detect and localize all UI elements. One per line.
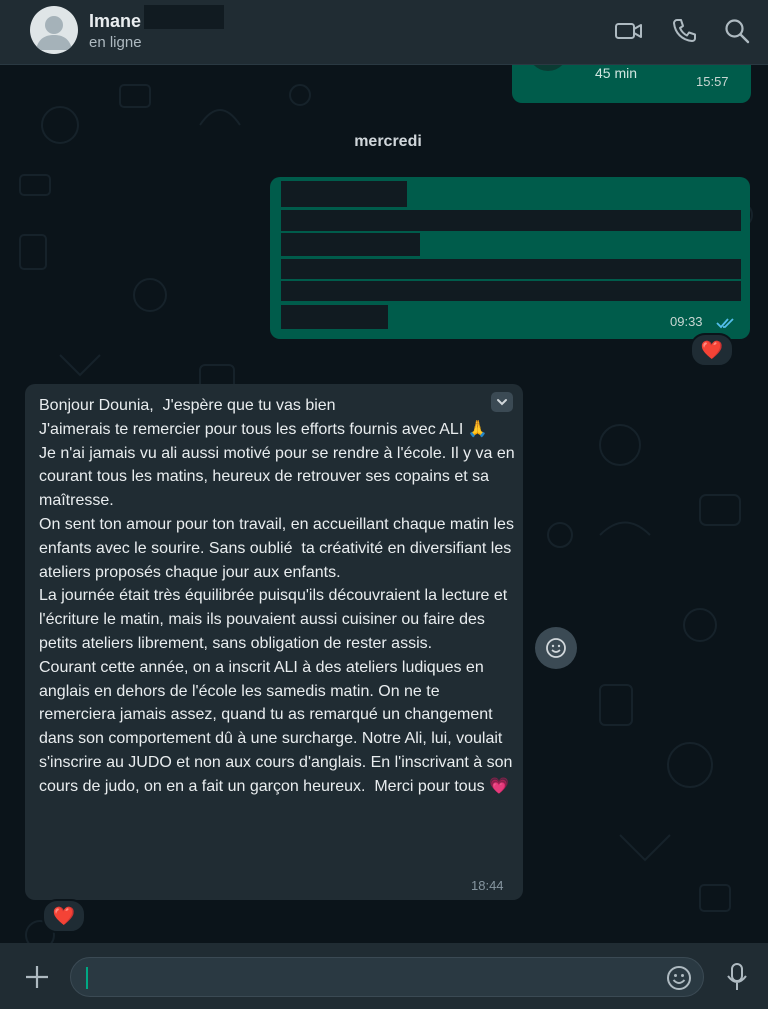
message-input-box[interactable] bbox=[70, 957, 704, 997]
add-reaction-button[interactable] bbox=[535, 627, 577, 669]
double-check-icon bbox=[716, 316, 736, 330]
default-avatar-icon bbox=[30, 6, 78, 54]
video-call-icon[interactable] bbox=[614, 16, 644, 46]
redacted-surname bbox=[144, 5, 224, 29]
message-time: 18:44 bbox=[471, 878, 504, 893]
microphone-icon[interactable] bbox=[724, 962, 750, 992]
emoji-icon[interactable] bbox=[665, 964, 693, 992]
redacted-text bbox=[281, 233, 420, 256]
emoji-reaction-icon bbox=[535, 627, 577, 669]
outgoing-message-previous[interactable] bbox=[512, 65, 751, 103]
chat-header bbox=[0, 0, 768, 65]
outgoing-message[interactable] bbox=[270, 177, 750, 339]
avatar[interactable] bbox=[30, 6, 78, 54]
contact-status: en ligne bbox=[89, 34, 142, 51]
incoming-message[interactable] bbox=[25, 384, 523, 900]
date-separator: mercredi bbox=[354, 133, 422, 150]
redacted-text bbox=[281, 281, 741, 301]
contact-name[interactable]: Imane bbox=[89, 11, 142, 31]
redacted-text bbox=[281, 210, 741, 231]
composer-bar bbox=[0, 943, 768, 1009]
call-icon-circle bbox=[528, 65, 568, 71]
chevron-down-icon bbox=[491, 392, 513, 412]
voice-call-icon[interactable] bbox=[669, 16, 699, 46]
redacted-text bbox=[281, 305, 388, 329]
message-text: Bonjour Dounia, J'espère que tu vas bien J'aimerais te remercier pour tous les efforts fournis avec ALI 🙏 Je n'ai jamais vu ali aussi motivé pour se rendre à l'école. Il y va en courant tous les matins, heureux de retrouver ses copains et sa maîtresse. On sent ton amour pour ton travail, en accueillant chaque matin les enfants avec le sourire. Sans oublié ta créativité en diversifiant les ateliers proposés chaque jour aux enfants. La journée était très équilibrée puisqu'ils découvraient la lecture et l'écriture le matin, mais ils pouvaient aussi cuisiner ou faire des petits ateliers librement, sans obligation de rester assis. Courant cette année, on a inscrit ALI à des ateliers ludiques en anglais en dehors de l'école les samedis matin. On ne te remerciera jamais assez, quand tu as remarqué un changement dans son comportement dû à une surcharge. Notre Ali, lui, voulait s'inscrire au JUDO et non aux cours d'anglais. En l'inscrivant à son cours de judo, on en a fait un garçon heureux. Merci pour tous 💗 bbox=[39, 397, 515, 795]
redacted-text bbox=[281, 259, 741, 279]
message-input[interactable] bbox=[85, 964, 649, 992]
call-duration: 45 min bbox=[595, 65, 638, 81]
message-time: 09:33 bbox=[670, 314, 703, 329]
redacted-text bbox=[281, 181, 407, 207]
plus-icon[interactable] bbox=[24, 964, 50, 990]
reaction-heart[interactable]: ❤️ bbox=[42, 899, 86, 933]
search-icon[interactable] bbox=[722, 16, 752, 46]
text-caret bbox=[86, 967, 88, 989]
message-time: 15:57 bbox=[696, 74, 729, 89]
chat-area[interactable] bbox=[0, 65, 768, 943]
message-menu-button[interactable] bbox=[491, 392, 513, 412]
reaction-heart[interactable]: ❤️ bbox=[690, 333, 734, 367]
